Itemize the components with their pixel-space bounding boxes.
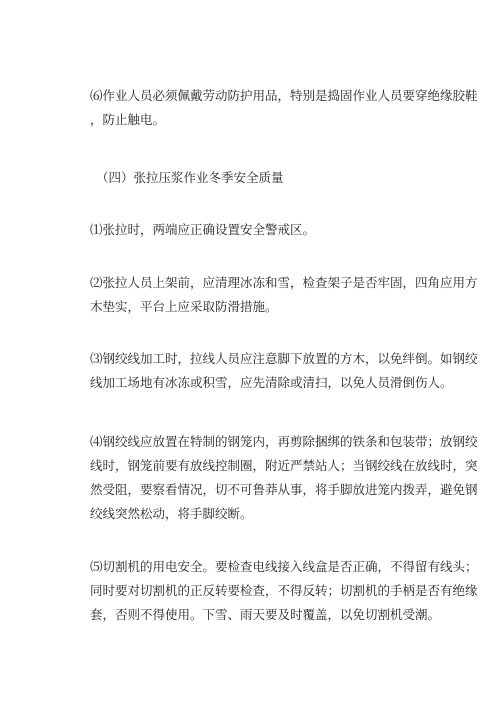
text-line: 同时要对切割机的正反转要检查，不得反转；切割机的手柄是否有绝缘 xyxy=(90,583,478,598)
paragraph-item-2 xyxy=(90,271,478,319)
paragraph-item-3 xyxy=(90,347,478,395)
text-line: 线加工场地有冰冻或积雪，应先清除或清扫，以免人员滑倒伤人。 xyxy=(90,375,453,390)
text-line: ⑵张拉人员上架前，应清理冰冻和雪，检查架子是否牢固，四角应用方 xyxy=(90,275,478,290)
text-line: 线时，钢笼前要有放线控制圈，附近严禁站人；当钢绞线在放线时，突 xyxy=(90,458,478,473)
text-line: 绞线突然松动，将手脚绞断。 xyxy=(90,506,253,521)
text-line: ⑶钢绞线加工时，拉线人员应注意脚下放置的方木，以免绊倒。如钢绞 xyxy=(90,351,478,366)
text-line: ⑹作业人员必须佩戴劳动防护用品，特别是捣固作业人员要穿绝缘胶鞋 xyxy=(90,88,478,103)
paragraph-item-1 xyxy=(90,218,410,242)
text-line: （四）张拉压浆作业冬季安全质量 xyxy=(96,170,284,185)
text-line: ，防止触电。 xyxy=(90,112,166,127)
paragraph-item-5 xyxy=(90,555,478,627)
text-line: 套，否则不得使用。下雪、雨天要及时覆盖，以免切割机受潮。 xyxy=(90,607,441,622)
section-heading xyxy=(96,166,416,190)
text-line: 然受阻，要察看情况，切不可鲁莽从事，将手脚放进笼内拨弄，避免钢 xyxy=(90,482,478,497)
text-line: ⑴张拉时，两端应正确设置安全警戒区。 xyxy=(90,222,316,237)
paragraph-item-6 xyxy=(90,84,478,132)
text-line: ⑷钢绞线应放置在特制的钢笼内，再剪除捆绑的铁条和包装带；放钢绞 xyxy=(90,434,478,449)
text-line: ⑸切割机的用电安全。要检查电线接入线盒是否正确，不得留有线头； xyxy=(90,559,478,574)
text-line: 木垫实，平台上应采取防滑措施。 xyxy=(90,299,278,314)
paragraph-item-4 xyxy=(90,430,478,526)
